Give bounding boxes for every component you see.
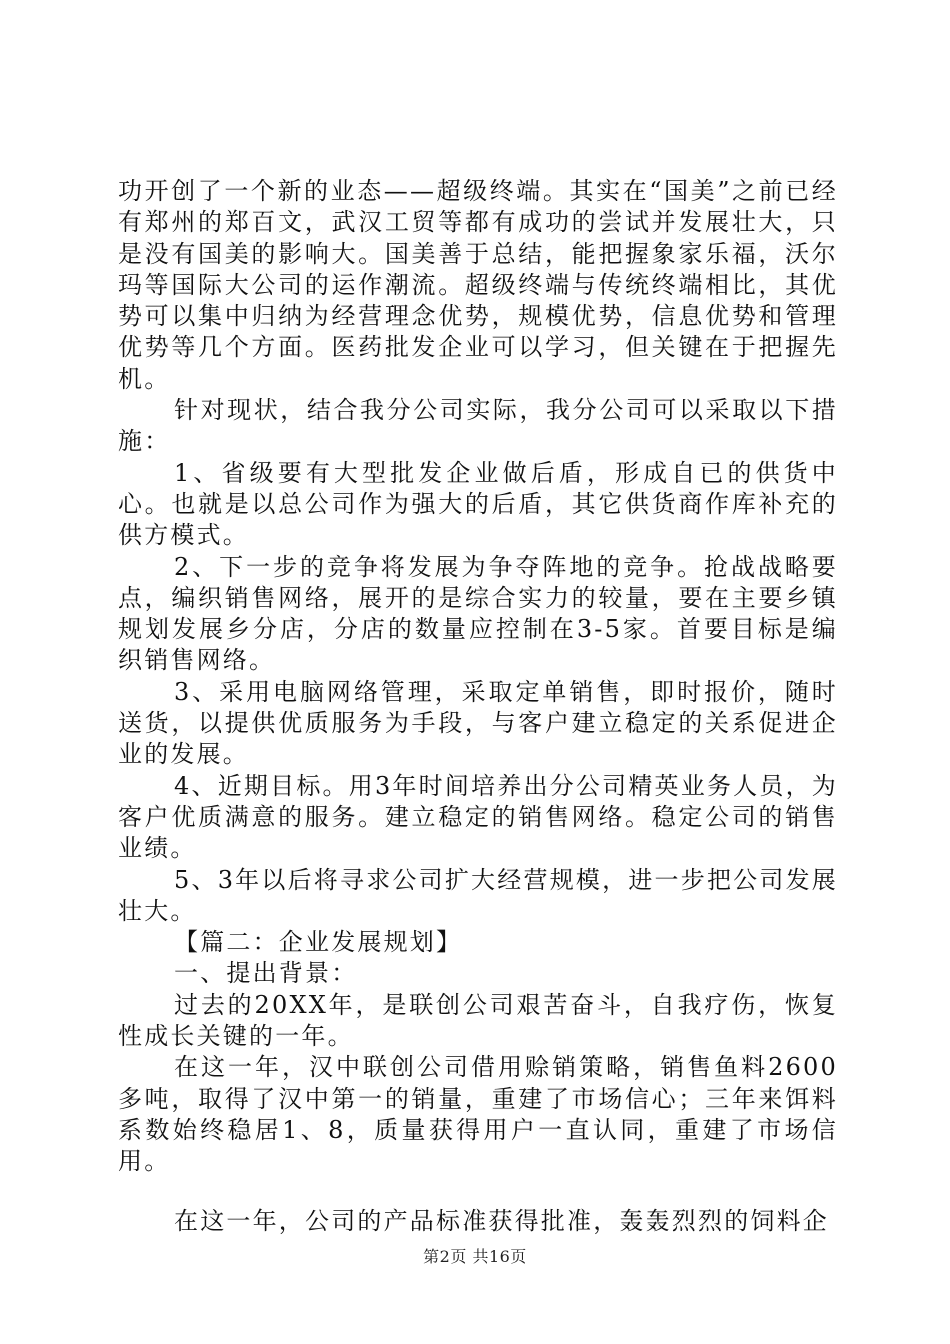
- paragraph-background-2: 在这一年，汉中联创公司借用赊销策略，销售鱼料2600多吨，取得了汉中第一的销量，重建了市场信心；三年来饵料系数始终稳居1、8，质量获得用户一直认同，重建了市场信用。: [118, 1053, 838, 1176]
- paragraph-measure-3: 3、采用电脑网络管理，采取定单销售，即时报价，随时送货，以提供优质服务为手段，与客户建立稳定的关系促进企业的发展。: [118, 677, 838, 769]
- paragraph-gap: [118, 1178, 838, 1206]
- page-number-footer: 第2页 共16页: [423, 1247, 527, 1266]
- paragraph-measure-2: 2、下一步的竞争将发展为争夺阵地的竞争。抢战战略要点，编织销售网络，展开的是综合实力的较量，要在主要乡镇规划发展乡分店，分店的数量应控制在3-5家。首要目标是编织销售网络。: [118, 552, 838, 675]
- section-heading: 【篇二：企业发展规划】: [174, 928, 463, 957]
- subsection-heading: 一、提出背景：: [174, 959, 358, 988]
- paragraph-background-1: 过去的20XX年，是联创公司艰苦奋斗，自我疗伤，恢复性成长关键的一年。: [118, 990, 838, 1051]
- paragraph-measure-1: 1、省级要有大型批发企业做后盾，形成自已的供货中心。也就是以总公司作为强大的后盾，其它供货商作库补充的供方模式。: [118, 458, 838, 550]
- paragraph-measure-4: 4、近期目标。用3年时间培养出分公司精英业务人员，为客户优质满意的服务。建立稳定的销售网络。稳定公司的销售业绩。: [118, 771, 838, 863]
- document-body: [118, 176, 838, 1237]
- paragraph-measures-intro: 针对现状，结合我分公司实际，我分公司可以采取以下措施：: [118, 396, 838, 456]
- paragraph-measure-5: 5、3年以后将寻求公司扩大经营规模，进一步把公司发展壮大。: [118, 865, 838, 925]
- paragraph-intro: 功开创了一个新的业态——超级终端。其实在“国美”之前已经有郑州的郑百文，武汉工贸等都有成功的尝试并发展壮大，只是没有国美的影响大。国美善于总结，能把握象家乐福，沃尔玛等国际大公司的运作潮流。超级终端与传统终端相比，其优势可以集中归纳为经营理念优势，规模优势，信息优势和管理优势等几个方面。医药批发企业可以学习，但关键在于把握先机。: [118, 177, 838, 393]
- paragraph-background-3: 在这一年，公司的产品标准获得批准，轰轰烈烈的饲料企: [174, 1206, 829, 1235]
